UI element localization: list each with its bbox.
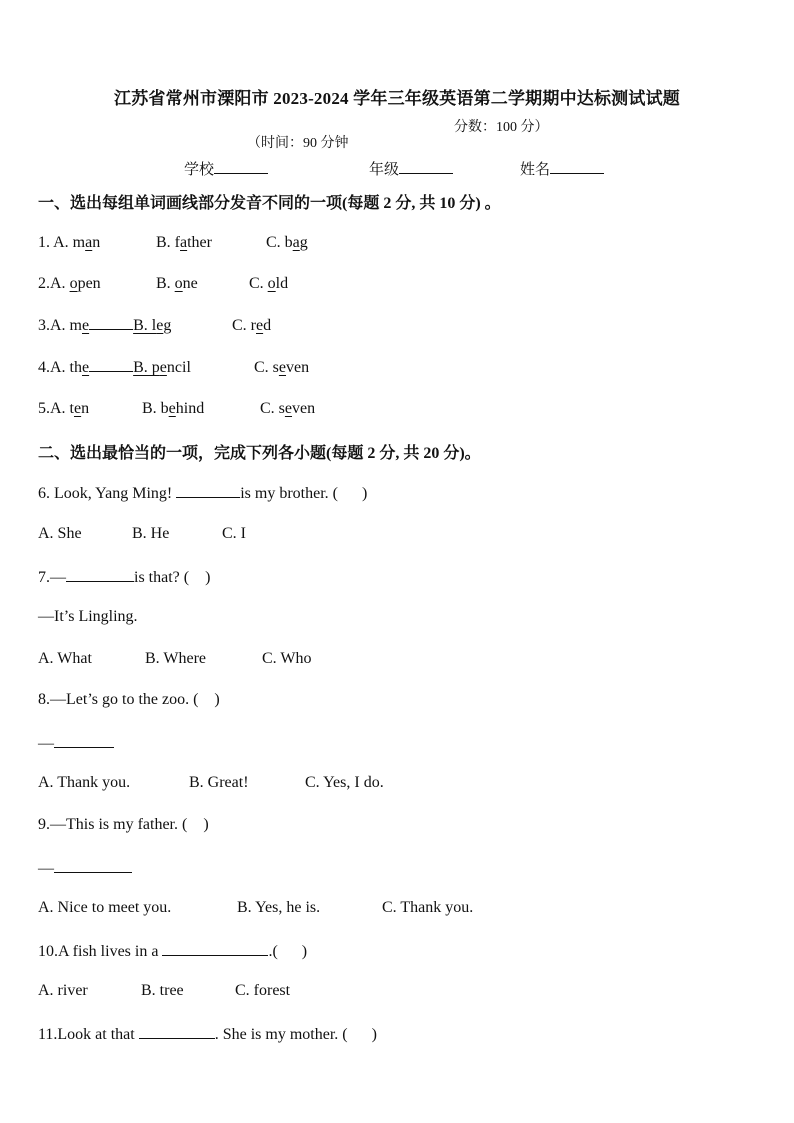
q2-option-c: C. old	[249, 275, 289, 292]
q7-option-a[interactable]: A. What	[38, 650, 92, 667]
question-11: 11.Look at that . She is my mother. ( )	[38, 1026, 377, 1043]
q10-option-c[interactable]: C. forest	[235, 982, 291, 999]
exam-title: 江苏省常州市溧阳市 2023-2024 学年三年级英语第二学期期中达标测试试题	[114, 89, 680, 108]
q6-option-a[interactable]: A. She	[38, 525, 82, 542]
q7-reply: —It’s Lingling.	[38, 608, 138, 625]
q9-option-a[interactable]: A. Nice to meet you.	[38, 899, 172, 916]
q9-option-c[interactable]: C. Thank you.	[382, 899, 474, 916]
q7-answer-blank[interactable]	[66, 567, 134, 582]
q3-option-c: C. red	[232, 317, 272, 334]
question-3	[38, 317, 272, 335]
q7-options	[38, 650, 312, 668]
question-10: 10.A fish lives in a .( )	[38, 943, 308, 960]
q9-reply-line: —	[38, 858, 132, 878]
exam-score: 分数：100 分）	[454, 120, 549, 135]
q9-options	[38, 899, 474, 917]
q10-answer-blank[interactable]	[162, 941, 268, 956]
question-7: 7.— is that? ( )	[38, 569, 211, 586]
q10-options	[38, 982, 291, 1000]
school-label: 学校	[184, 162, 215, 178]
q8-option-b[interactable]: B. Great!	[189, 774, 249, 791]
q5-option-c: C. seven	[260, 400, 316, 417]
q8-option-c[interactable]: C. Yes, I do.	[305, 774, 384, 791]
question-6: 6. Look, Yang Ming! is my brother. ( )	[38, 485, 368, 502]
school-field	[184, 158, 268, 179]
q4-option-c: C. seven	[254, 359, 310, 376]
q5-option-a: A. ten	[50, 400, 90, 417]
q5-number: 5.	[38, 400, 50, 417]
q1-option-c: C. bag	[266, 234, 308, 251]
q3-gap-line	[89, 317, 133, 330]
q6-answer-blank[interactable]	[176, 483, 240, 498]
q9-option-b[interactable]: B. Yes, he is.	[237, 899, 321, 916]
q2-number: 2.	[38, 275, 50, 292]
q8-options	[38, 774, 384, 792]
question-9: 9.—This is my father. ( )	[38, 816, 209, 833]
q6-options	[38, 525, 246, 543]
name-field	[520, 158, 604, 179]
q5-option-b: B. behind	[142, 400, 205, 417]
q1-number: 1.	[38, 234, 54, 251]
q2-option-a: A. open	[50, 275, 101, 292]
q11-answer-blank[interactable]	[139, 1024, 215, 1039]
question-2	[38, 275, 289, 293]
school-blank[interactable]	[214, 159, 268, 174]
question-4	[38, 359, 310, 377]
grade-field	[369, 158, 453, 179]
q3-option-b: B. leg	[133, 317, 172, 334]
q3-number: 3.	[38, 317, 50, 334]
q10-option-b[interactable]: B. tree	[141, 982, 184, 999]
q6-option-b[interactable]: B. He	[132, 525, 170, 542]
question-8: 8.—Let’s go to the zoo. ( )	[38, 691, 220, 708]
q8-option-a[interactable]: A. Thank you.	[38, 774, 131, 791]
q4-option-b: B. pencil	[133, 359, 191, 376]
section2-heading: 二、选出最恰当的一项，完成下列各小题(每题 2 分, 共 20 分)。	[38, 445, 481, 462]
q1-option-b: B. father	[156, 234, 212, 251]
question-5	[38, 400, 316, 418]
q7-option-c[interactable]: C. Who	[262, 650, 312, 667]
q4-gap-line	[89, 359, 133, 372]
q2-option-b: B. one	[156, 275, 198, 292]
q9-reply-blank[interactable]	[54, 858, 132, 873]
grade-label: 年级	[369, 162, 400, 178]
name-blank[interactable]	[550, 159, 604, 174]
q6-option-c[interactable]: C. I	[222, 525, 246, 542]
name-label: 姓名	[520, 162, 551, 178]
q8-reply-blank[interactable]	[54, 733, 114, 748]
q10-option-a[interactable]: A. river	[38, 982, 88, 999]
q7-option-b[interactable]: B. Where	[145, 650, 207, 667]
grade-blank[interactable]	[399, 159, 453, 174]
q8-reply-line: —	[38, 733, 114, 753]
q4-number: 4.	[38, 359, 50, 376]
q1-option-a: A. man	[53, 234, 101, 251]
exam-time: （时间：90 分钟	[247, 136, 349, 151]
question-1	[38, 234, 308, 252]
section1-heading: 一、选出每组单词画线部分发音不同的一项(每题 2 分, 共 10 分) 。	[38, 195, 501, 212]
q3-option-a: A. me	[50, 317, 90, 334]
q4-option-a: A. the	[50, 359, 90, 376]
